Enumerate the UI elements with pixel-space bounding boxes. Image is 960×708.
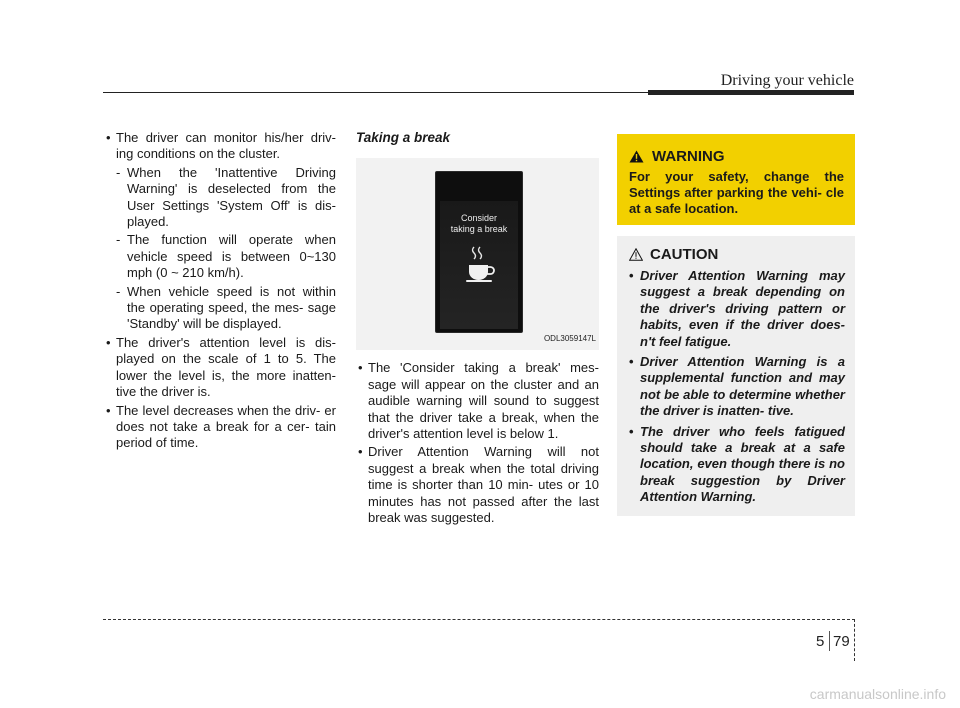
- page-number-divider: [829, 631, 830, 651]
- caution-box: [617, 236, 855, 516]
- column-middle: [356, 130, 599, 528]
- caution-item: • The driver who feels fatigued should take a break at a safe location, even though there is no break suggestion by Driver Attention Warning.: [629, 424, 845, 506]
- cluster-display: [435, 171, 523, 333]
- warning-box: [617, 134, 855, 225]
- sub-item: - When vehicle speed is not within the operating speed, the mes- sage 'Standby' will be displayed.: [116, 284, 336, 333]
- warning-text: For your safety, change the Settings after parking the vehi- cle at a safe location.: [629, 169, 844, 216]
- sub-item: - When the 'Inattentive Driving Warning' is deselected from the User Settings 'System Off' is dis- played.: [116, 165, 336, 231]
- cluster-figure: [356, 158, 599, 350]
- bullet-item: • The driver's attention level is dis- played on the scale of 1 to 5. The lower the level is, the more inatten- tive the driver is.: [104, 335, 336, 401]
- figure-id: ODL3059147L: [543, 334, 596, 343]
- section-title: Driving your vehicle: [720, 72, 854, 89]
- cluster-message: Consider taking a break: [450, 213, 508, 235]
- footer-rule: [103, 619, 855, 620]
- bullet-item: • Driver Attention Warning will not suggest a break when the total driving time is shorter than 10 min- utes or 10 minutes has not passed after the last break was suggested.: [356, 444, 599, 526]
- warning-triangle-icon: [629, 150, 644, 163]
- bullet-item: • The level decreases when the driv- er does not take a break for a cer- tain period of time.: [104, 403, 336, 452]
- sub-item: - The function will operate when vehicle speed is between 0~130 mph (0 ~ 210 km/h).: [116, 232, 336, 281]
- column-left: [104, 130, 336, 454]
- watermark: carmanualsonline.info: [809, 686, 946, 702]
- page-number: 79: [833, 633, 850, 650]
- warning-title: WARNING: [652, 148, 725, 165]
- bullet-item: • The 'Consider taking a break' mes- sage will appear on the cluster and an audible warning will sound to suggest that the driver take a break, when the driver's attention level is below 1.: [356, 360, 599, 442]
- bullet-item: • The driver can monitor his/her driv- ing conditions on the cluster. - When the 'Inattentive Driving Warning' is deselected from the User Settings 'System Off' is dis- played. - The function will operate when vehicle speed is between 0~130 mph (0 ~ 210 km/h). - When vehicle speed is not within the operating speed, the mes- sage 'Standby' will be displayed.: [104, 130, 336, 333]
- header-rule-accent: [648, 90, 854, 95]
- chapter-number: 5: [816, 633, 825, 650]
- caution-triangle-icon: [629, 248, 643, 261]
- subsection-title: Taking a break: [356, 130, 451, 145]
- footer-tick: [854, 619, 855, 661]
- caution-title: CAUTION: [650, 246, 719, 263]
- coffee-cup-icon: [465, 245, 495, 283]
- caution-item: • Driver Attention Warning may suggest a break depending on the driver's driving pattern or habits, even if the driver does- n't feel fatigue.: [629, 268, 845, 350]
- caution-item: • Driver Attention Warning is a supplemental function and may not be able to determine whether the driver is inatten- tive.: [629, 354, 845, 420]
